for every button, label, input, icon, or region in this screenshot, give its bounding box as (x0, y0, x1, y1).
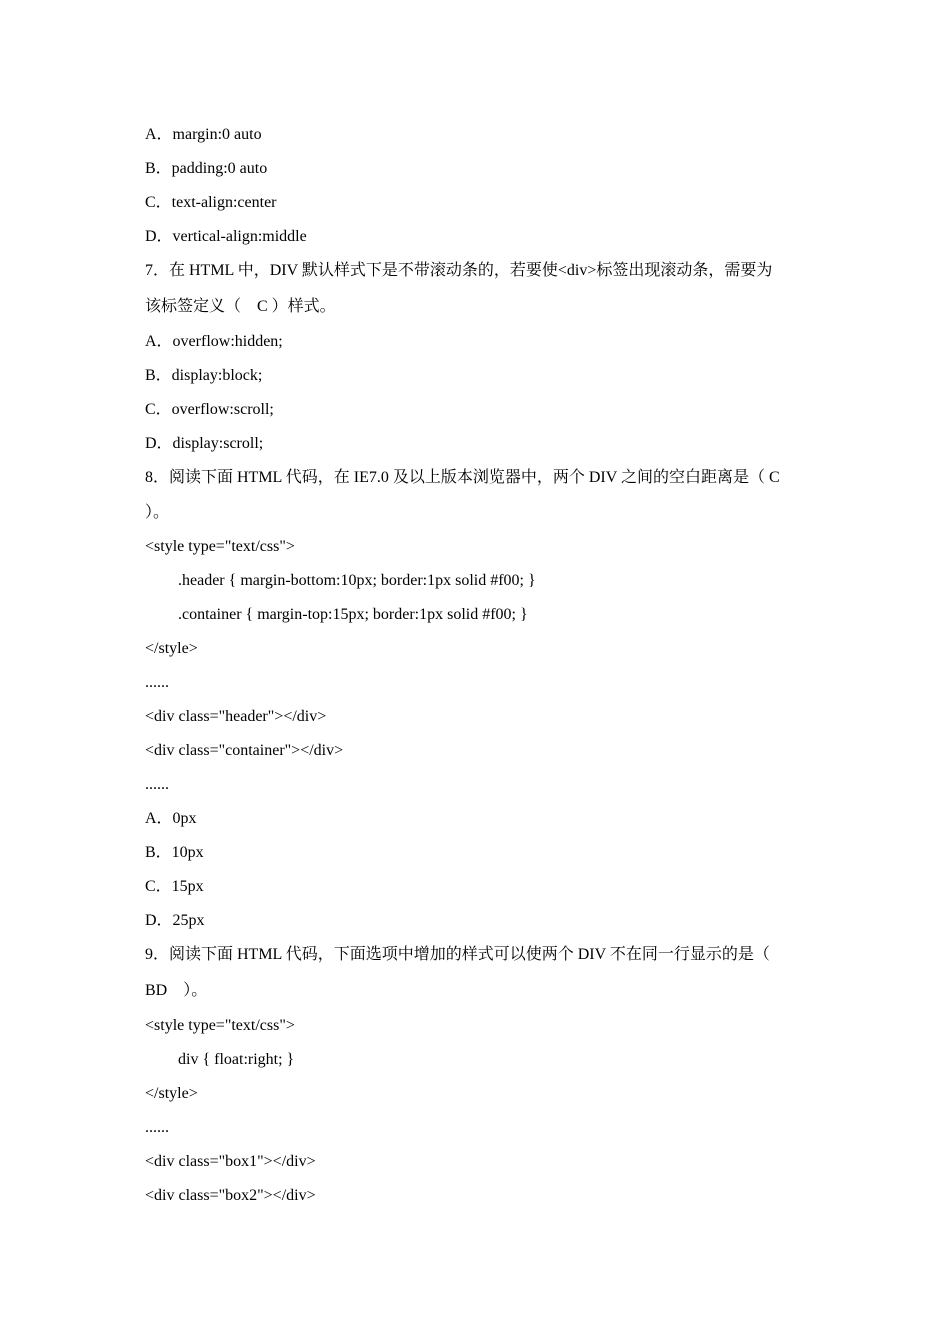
question-8-option-b: B．10px (145, 844, 204, 861)
code-ellipsis: ...... (145, 1119, 169, 1136)
question-9-text-continued: BD ）。 (145, 982, 208, 999)
code-div-box2: <div class="box2"></div> (145, 1187, 316, 1204)
option-c-line: C．text-align:center (145, 194, 277, 211)
option-a-line: A．margin:0 auto (145, 126, 262, 143)
code-style-close: </style> (145, 640, 198, 657)
code-ellipsis: ...... (145, 674, 169, 691)
code-header-rule: .header { margin-bottom:10px; border:1px solid #f00; } (178, 572, 536, 589)
question-8-option-c: C．15px (145, 878, 204, 895)
question-8-option-d: D．25px (145, 912, 205, 929)
question-9-text: 9．阅读下面 HTML 代码，下面选项中增加的样式可以使两个 DIV 不在同一行显示的是（ (145, 946, 770, 963)
code-style-open: <style type="text/css"> (145, 1017, 295, 1034)
question-8-option-a: A．0px (145, 810, 197, 827)
code-container-rule: .container { margin-top:15px; border:1px solid #f00; } (178, 606, 528, 623)
question-8-text: 8．阅读下面 HTML 代码，在 IE7.0 及以上版本浏览器中，两个 DIV 之间的空白距离是（ C (145, 469, 780, 486)
question-7-option-b: B．display:block; (145, 367, 263, 384)
code-style-close: </style> (145, 1085, 198, 1102)
question-7-option-c: C．overflow:scroll; (145, 401, 274, 418)
code-div-header: <div class="header"></div> (145, 708, 327, 725)
document-body (145, 118, 810, 1213)
code-div-box1: <div class="box1"></div> (145, 1153, 316, 1170)
question-7-option-d: D．display:scroll; (145, 435, 264, 452)
code-style-open: <style type="text/css"> (145, 538, 295, 555)
code-ellipsis: ...... (145, 776, 169, 793)
question-7-text: 7．在 HTML 中，DIV 默认样式下是不带滚动条的，若要使<div>标签出现滚动条，需要为 (145, 262, 773, 279)
option-b-line: B．padding:0 auto (145, 160, 268, 177)
question-7-option-a: A．overflow:hidden; (145, 333, 283, 350)
option-d-line: D．vertical-align:middle (145, 228, 307, 245)
code-div-container: <div class="container"></div> (145, 742, 344, 759)
question-7-text-continued: 该标签定义（ C ）样式。 (145, 298, 336, 315)
code-div-float-rule: div { float:right; } (178, 1051, 295, 1068)
question-8-text-continued: ）。 (145, 504, 170, 521)
